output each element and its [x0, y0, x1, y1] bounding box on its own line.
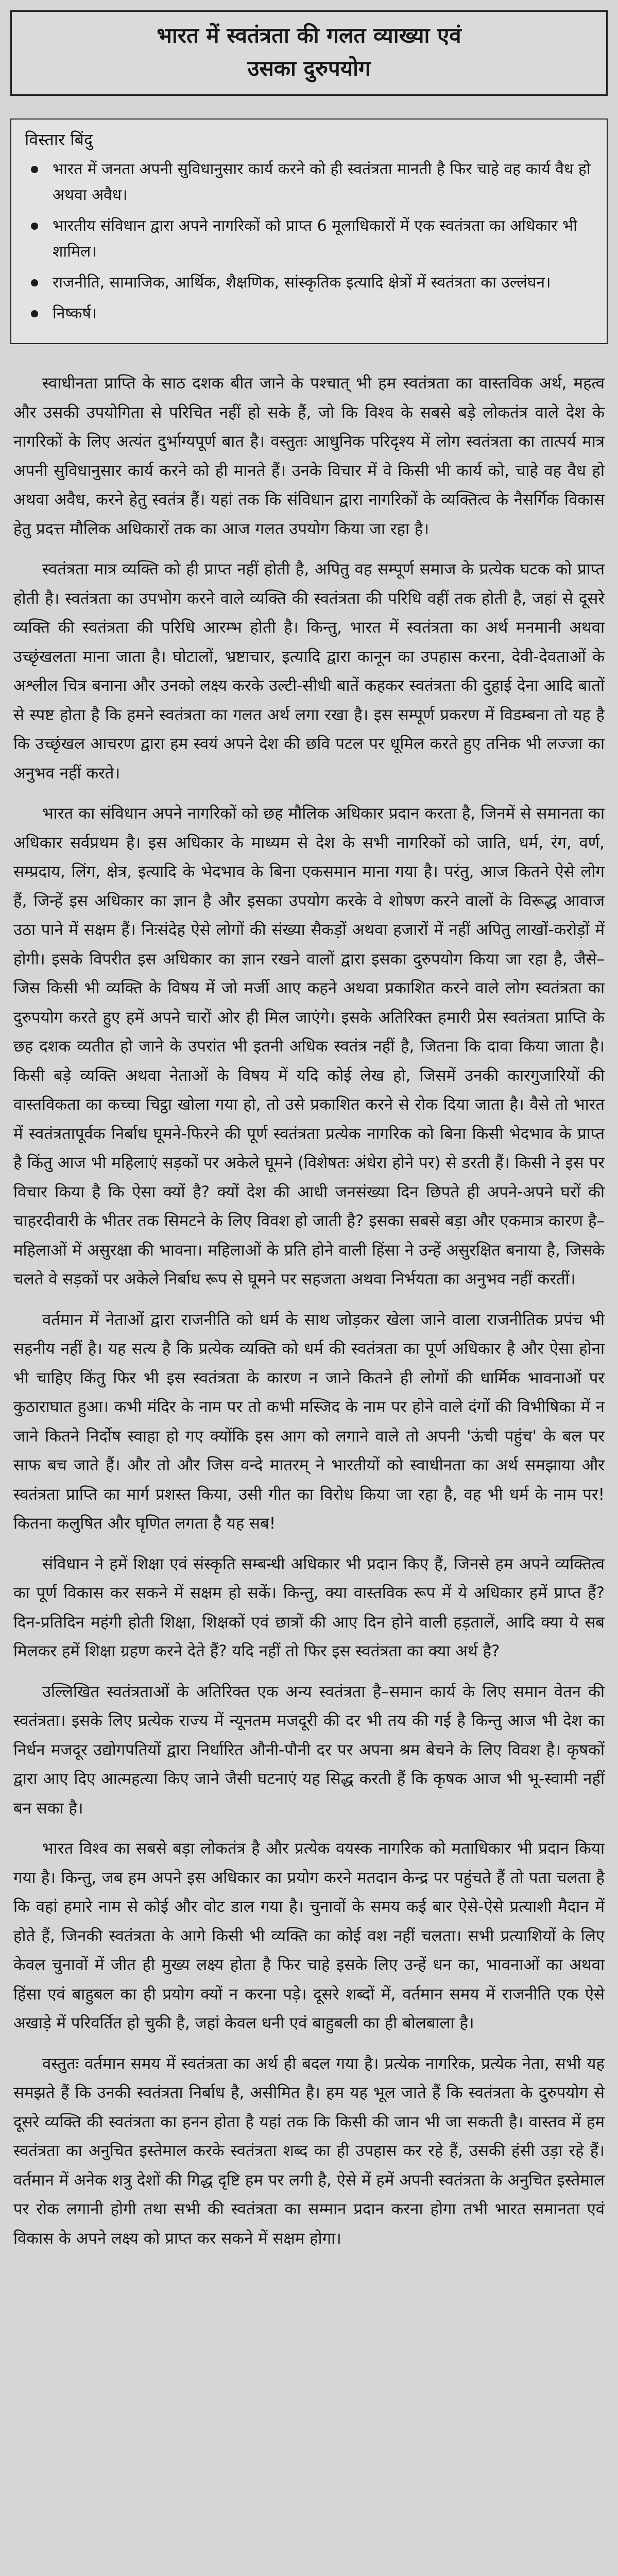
outline-list	[25, 157, 593, 327]
outline-item	[53, 270, 593, 296]
essay-paragraph-7: भारत विश्व का सबसे बड़ा लोकतंत्र है और प्रत्येक वयस्क नागरिक को मताधिकार भी प्रदान किया गया है। किन्तु, जब हम अपने इस अधिकार का प्रयोग करने मतदान केन्द्र पर पहुंचते हैं तो पता चलता है कि वहां हमारे नाम से कोई और वोट डाल गया है। चुनावों के समय कई बार ऐसे-ऐसे प्रत्याशी मैदान में होते हैं, जिनकी स्वतंत्रता के आगे किसी भी व्यक्ति का कोई वश नहीं चलता। सभी प्रत्याशियों के लिए केवल चुनावों में जीत ही मुख्य लक्ष्य होता है फिर चाहे इसके लिए उन्हें धन का, भावनाओं का अथवा हिंसा एवं बाहुबल का ही प्रयोग क्यों न करना पड़े। दूसरे शब्दों में, वर्तमान समय में राजनीति एक ऐसे अखाड़े में परिवर्तित हो चुकी है, जहां केवल धनी एवं बाहुबली का ही बोलबाला है।	[13, 1839, 605, 2032]
outline-item-text: राजनीति, सामाजिक, आर्थिक, शैक्षणिक, सांस्कृतिक इत्यादि क्षेत्रों में स्वतंत्रता का उल्लंघन।	[53, 274, 551, 292]
bullet-icon	[31, 166, 38, 173]
essay-paragraph-3: भारत का संविधान अपने नागरिकों को छह मौलिक अधिकार प्रदान करता है, जिनमें से समानता का अधिकार सर्वप्रथम है। इस अधिकार के माध्यम से देश के सभी नागरिकों को जाति, धर्म, रंग, वर्ण, सम्प्रदाय, लिंग, क्षेत्र, इत्यादि के भेदभाव के बिना एकसमान माना गया है। परंतु, आज कितने ऐसे लोग हैं, जिन्हें इस अधिकार का ज्ञान है और इसका उपयोग करके वे शोषण करने वालों के विरूद्ध आवाज उठा पाने में सक्षम हैं। निःसंदेह ऐसे लोगों की संख्या सैकड़ों अथवा हजारों में नहीं अपितु लाखों-करोड़ों में होगी। इसके विपरीत इस अधिकार का ज्ञान रखने वालों द्वारा इसका दुरुपयोग किया जा रहा है, जैसे–जिस किसी भी व्यक्ति के विषय में जो मर्जी आए कहने अथवा प्रकाशित करने वाले लोग स्वतंत्रता का दुरुपयोग करते हुए हमें अपने चारों ओर ही मिल जाएंगे। इसके अतिरिक्त हमारी प्रेस स्वतंत्रता प्राप्ति के छह दशक व्यतीत हो जाने के उपरांत भी इतनी अधिक स्वतंत्र नहीं है, जितना कि दावा किया जाता है। किसी बड़े व्यक्ति अथवा नेताओं के विषय में यदि कोई लेख हो, जिसमें उनकी कारगुजारियों की वास्तविकता का कच्चा चिट्ठा खोला गया हो, तो उसे प्रकाशित करने से रोक दिया जाता है। वैसे तो भारत में स्वतंत्रतापूर्वक निर्बाध घूमने-फिरने की पूर्ण स्वतंत्रता प्रत्येक नागरिक को बिना किसी भेदभाव के प्राप्त है किंतु आज भी महिलाएं सड़कों पर अकेले घूमने (विशेषतः अंधेरा होने पर) से डरती हैं। किसी ने इस पर विचार किया है कि ऐसा क्यों है? क्यों देश की आधी जनसंख्या दिन छिपते ही अपने-अपने घरों की चाहरदीवारी के भीतर तक सिमटने के लिए विवश हो जाती है? इसका सबसे बड़ा और एकमात्र कारण है–महिलाओं में असुरक्षा की भावना। महिलाओं के प्रति होने वाली हिंसा ने उन्हें असुरक्षित बनाया है, जिसके चलते वे सड़कों पर अकेले निर्बाध रूप से घूमने पर सहजता अथवा निर्भयता का अनुभव नहीं करतीं।	[13, 804, 605, 1289]
bullet-icon	[31, 279, 38, 286]
page-title-line-1: भारत में स्वतंत्रता की गलत व्याख्या एवं	[157, 23, 461, 48]
outline-item	[53, 301, 593, 327]
outline-heading: विस्तार बिंदु	[25, 130, 93, 149]
outline-item	[53, 213, 593, 265]
outline-item	[53, 157, 593, 208]
outline-box	[10, 118, 608, 344]
essay-paragraph-5: संविधान ने हमें शिक्षा एवं संस्कृति सम्बन्धी अधिकार भी प्रदान किए हैं, जिनसे हम अपने व्यक्तित्व का पूर्ण विकास कर सकने में सक्षम हो सकें। किन्तु, क्या वास्तविक रूप में ये अधिकार हमें प्राप्त हैं? दिन-प्रतिदिन महंगी होती शिक्षा, शिक्षकों एवं छात्रों की आए दिन होने वाली हड़तालें, आदि क्या ये सब मिलकर हमें शिक्षा ग्रहण करने देते हैं? यदि नहीं तो फिर इस स्वतंत्रता का क्या अर्थ है?	[13, 1554, 605, 1660]
bullet-icon	[31, 310, 38, 317]
page-title-line-2: उसका दुरुपयोग	[247, 56, 371, 81]
bullet-icon	[31, 223, 38, 230]
title-box	[10, 10, 608, 96]
outline-item-text: भारतीय संविधान द्वारा अपने नागरिकों को प्राप्त 6 मूलाधिकारों में एक स्वतंत्रता का अधिकार भी शामिल।	[53, 217, 577, 261]
outline-item-text: निष्कर्ष।	[53, 304, 97, 323]
outline-item-text: भारत में जनता अपनी सुविधानुसार कार्य करने को ही स्वतंत्रता मानती है फिर चाहे वह कार्य वैध हो अथवा अवैध।	[53, 160, 591, 204]
essay-paragraph-8: वस्तुतः वर्तमान समय में स्वतंत्रता का अर्थ ही बदल गया है। प्रत्येक नागरिक, प्रत्येक नेता, सभी यह समझते हैं कि उनकी स्वतंत्रता निर्बाध है, असीमित है। हम यह भूल जाते हैं कि स्वतंत्रता के दुरुपयोग से दूसरे व्यक्ति की स्वतंत्रता का हनन होता है यहां तक कि किसी की जान भी जा सकती है। वास्तव में हम स्वतंत्रता का अनुचित इस्तेमाल करके स्वतंत्रता शब्द का ही उपहास कर रहे हैं, उसकी हंसी उड़ा रहे हैं। वर्तमान में अनेक शत्रु देशों की गिद्ध दृष्टि हम पर लगी है, ऐसे में हमें अपनी स्वतंत्रता के अनुचित इस्तेमाल पर रोक लगानी होगी तथा सभी की स्वतंत्रता का सम्मान प्रदान करना होगा तभी भारत समानता एवं विकास के अपने लक्ष्य को प्राप्त कर सकने में सक्षम होगा।	[13, 2054, 605, 2248]
essay-paragraph-6: उल्लिखित स्वतंत्रताओं के अतिरिक्त एक अन्य स्वतंत्रता है–समान कार्य के लिए समान वेतन की स्वतंत्रता। इसके लिए प्रत्येक राज्य में न्यूनतम मजदूरी की दर भी तय की गई है किन्तु आज भी देश का निर्धन मजदूर उद्योगपतियों द्वारा निर्धारित औनी-पौनी दर पर अपना श्रम बेचने के लिए विवश है। कृषकों द्वारा आए दिए आत्महत्या किए जाने जैसी घटनाएं यह सिद्ध करती हैं कि कृषक आज भी भू-स्वामी नहीं बन सका है।	[13, 1682, 605, 1818]
essay-paragraph-4: वर्तमान में नेताओं द्वारा राजनीति को धर्म के साथ जोड़कर खेला जाने वाला राजनीतिक प्रपंच भी सहनीय नहीं है। यह सत्य है कि प्रत्येक व्यक्ति को धर्म की स्वतंत्रता का पूर्ण अधिकार है और ऐसा होना भी चाहिए किंतु फिर भी इस स्वतंत्रता के कारण न जाने कितने ही लोगों की धार्मिक भावनाओं पर कुठाराघात हुआ। कभी मंदिर के नाम पर तो कभी मस्जिद के नाम पर होने वाले दंगों की विभीषिका में न जाने कितने निर्दोष स्वाहा हो गए क्योंकि इस आग को लगाने वाले तो अपनी 'ऊंची पहुंच' के बल पर साफ बच जाते हैं। और तो और जिस वन्दे मातरम् ने भारतीयों को स्वाधीनता का अर्थ समझाया और स्वतंत्रता प्राप्ति का मार्ग प्रशस्त किया, उसी गीत का विरोध किया जा रहा है, वह भी धर्म के नाम पर! कितना कलुषित और घृणित लगता है यह सब!	[13, 1310, 605, 1533]
essay-paragraph-2: स्वतंत्रता मात्र व्यक्ति को ही प्राप्त नहीं होती है, अपितु वह सम्पूर्ण समाज के प्रत्येक घटक को प्राप्त होती है। स्वतंत्रता का उपभोग करने वाले व्यक्ति की स्वतंत्रता की परिधि वहीं तक होती है, जहां से दूसरे व्यक्ति की स्वतंत्रता की परिधि आरम्भ होती है। किन्तु, भारत में स्वतंत्रता का अर्थ मनमानी अथवा उच्छृंखलता माना जाता है। घोटालों, भ्रष्टाचार, इत्यादि द्वारा कानून का उपहास करना, देवी-देवताओं के अश्लील चित्र बनाना और उनको लक्ष्य करके उल्टी-सीधी बातें कहकर स्वतंत्रता की दुहाई देना आदि बातों से स्पष्ट होता है कि हमने स्वतंत्रता का गलत अर्थ लगा रखा है। इस सम्पूर्ण प्रकरण में विडम्बना तो यह है कि उच्छृंखल आचरण द्वारा हम स्वयं अपने देश की छवि पटल पर धूमिल करते हुए तनिक भी लज्जा का अनुभव नहीं करते।	[13, 560, 605, 783]
essay-paragraph-1: स्वाधीनता प्राप्ति के साठ दशक बीत जाने के पश्चात् भी हम स्वतंत्रता का वास्तविक अर्थ, महत्व और उसकी उपयोगिता से परिचित नहीं हो सके हैं, जो कि विश्व के सबसे बड़े लोकतंत्र वाले देश के नागरिकों के लिए अत्यंत दुर्भाग्यपूर्ण बात है। वस्तुतः आधुनिक परिदृश्य में लोग स्वतंत्रता का तात्पर्य मात्र अपनी सुविधानुसार कार्य करने को ही मानते हैं। उनके विचार में वे किसी भी कार्य को, चाहे वह वैध हो अथवा अवैध, करने हेतु स्वतंत्र हैं। यहां तक कि संविधान द्वारा नागरिकों के व्यक्तित्व के नैसर्गिक विकास हेतु प्रदत्त मौलिक अधिकारों तक का आज गलत उपयोग किया जा रहा है।	[13, 374, 605, 538]
